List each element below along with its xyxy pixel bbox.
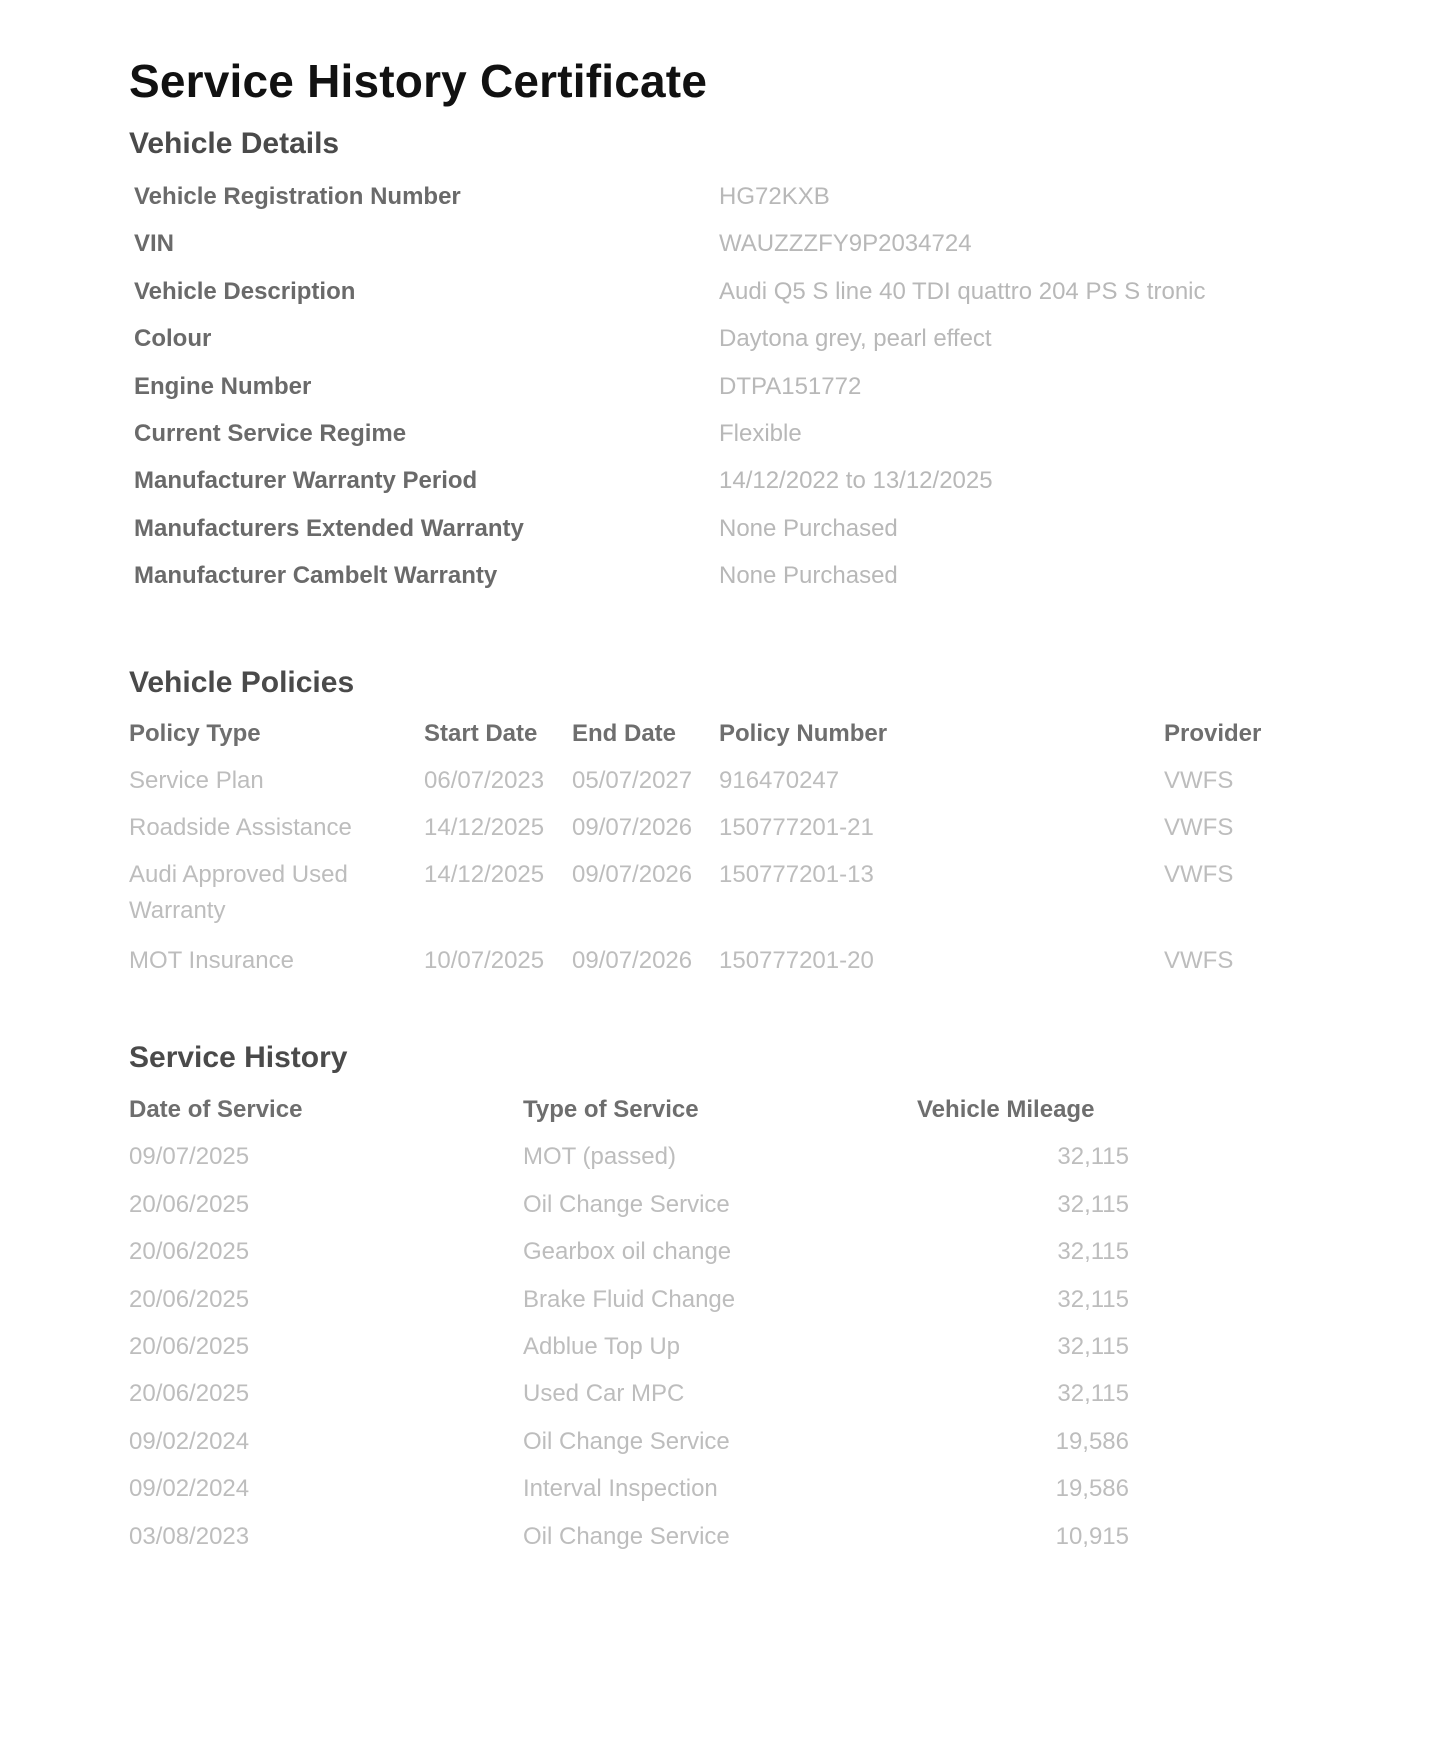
service-date-cell: 20/06/2025: [129, 1190, 250, 1218]
detail-label: Vehicle Description: [134, 277, 356, 305]
service-type-cell: Gearbox oil change: [523, 1238, 732, 1266]
service-type-cell: Oil Change Service: [523, 1522, 730, 1550]
mileage-cell: 10,915: [1055, 1522, 1129, 1550]
table-header-row: [129, 716, 1329, 763]
detail-row: [134, 467, 1334, 514]
detail-row: [134, 230, 1334, 277]
column-header-mileage: Vehicle Mileage: [917, 1096, 1095, 1123]
service-type-cell: Oil Change Service: [523, 1190, 730, 1218]
policy-type-cell: Audi Approved Used Warranty: [129, 861, 348, 924]
detail-value: Audi Q5 S line 40 TDI quattro 204 PS S tronic: [719, 277, 1206, 305]
table-row: [129, 763, 1329, 810]
page-title: Service History Certificate: [129, 55, 708, 107]
policy-number-cell: 150777201-20: [719, 947, 874, 974]
detail-label: Manufacturer Warranty Period: [134, 467, 478, 495]
detail-value: None Purchased: [719, 562, 898, 590]
mileage-cell: 19,586: [1055, 1475, 1129, 1503]
start-date-cell: 06/07/2023: [424, 767, 545, 794]
service-type-cell: Used Car MPC: [523, 1380, 685, 1408]
service-date-cell: 09/07/2025: [129, 1143, 250, 1171]
table-row: [129, 1282, 1329, 1329]
detail-label: Manufacturers Extended Warranty: [134, 514, 524, 542]
service-date-cell: 20/06/2025: [129, 1285, 250, 1313]
vehicle-details-heading: Vehicle Details: [129, 127, 340, 160]
detail-row: [134, 373, 1334, 420]
service-type-cell: Brake Fluid Change: [523, 1285, 736, 1313]
table-header-row: [129, 1092, 1329, 1139]
provider-cell: VWFS: [1164, 767, 1234, 794]
vehicle-policies-table: [129, 716, 1329, 990]
detail-row: [134, 515, 1334, 562]
service-type-cell: MOT (passed): [523, 1143, 676, 1171]
table-row: [129, 810, 1329, 857]
column-header-policy-number: Policy Number: [719, 720, 888, 747]
table-row: [129, 1376, 1329, 1423]
detail-row: [134, 183, 1334, 230]
start-date-cell: 14/12/2025: [424, 861, 545, 888]
mileage-cell: 19,586: [1055, 1427, 1129, 1455]
detail-row: [134, 562, 1334, 609]
policy-number-cell: 150777201-13: [719, 861, 874, 888]
service-date-cell: 20/06/2025: [129, 1332, 250, 1360]
detail-value: Flexible: [719, 419, 802, 447]
detail-row: [134, 278, 1334, 325]
detail-label: Current Service Regime: [134, 419, 407, 447]
detail-value: WAUZZZFY9P2034724: [719, 230, 972, 258]
column-header-start-date: Start Date: [424, 720, 538, 747]
service-type-cell: Oil Change Service: [523, 1427, 730, 1455]
detail-label: Vehicle Registration Number: [134, 183, 461, 210]
table-row: [129, 1471, 1329, 1518]
table-row: [129, 1139, 1329, 1186]
detail-label: VIN: [134, 230, 175, 258]
mileage-cell: 32,115: [1057, 1238, 1129, 1266]
table-row: [129, 1424, 1329, 1471]
service-date-cell: 09/02/2024: [129, 1427, 250, 1455]
policy-type-cell: MOT Insurance: [129, 947, 294, 974]
column-header-provider: Provider: [1164, 720, 1262, 747]
detail-value: DTPA151772: [719, 372, 862, 400]
mileage-cell: 32,115: [1057, 1190, 1129, 1218]
end-date-cell: 09/07/2026: [572, 947, 693, 974]
column-header-date: Date of Service: [129, 1096, 303, 1123]
detail-value: 14/12/2022 to 13/12/2025: [719, 467, 993, 495]
service-date-cell: 20/06/2025: [129, 1380, 250, 1408]
provider-cell: VWFS: [1164, 947, 1234, 974]
end-date-cell: 05/07/2027: [572, 767, 693, 794]
table-row: [129, 1329, 1329, 1376]
detail-label: Manufacturer Cambelt Warranty: [134, 562, 498, 590]
mileage-cell: 32,115: [1057, 1285, 1129, 1313]
mileage-cell: 32,115: [1057, 1332, 1129, 1360]
policy-number-cell: 150777201-21: [719, 814, 874, 841]
detail-value: HG72KXB: [719, 183, 830, 210]
vehicle-policies-heading: Vehicle Policies: [129, 666, 355, 699]
policy-number-cell: 916470247: [719, 767, 840, 794]
mileage-cell: 32,115: [1057, 1380, 1129, 1408]
start-date-cell: 10/07/2025: [424, 947, 545, 974]
end-date-cell: 09/07/2026: [572, 814, 693, 841]
service-date-cell: 09/02/2024: [129, 1475, 250, 1503]
service-date-cell: 20/06/2025: [129, 1238, 250, 1266]
table-row: [129, 857, 1329, 943]
detail-row: [134, 420, 1334, 467]
provider-cell: VWFS: [1164, 861, 1234, 888]
column-header-policy-type: Policy Type: [129, 720, 261, 747]
table-row: [129, 1187, 1329, 1234]
column-header-end-date: End Date: [572, 720, 677, 747]
detail-label: Colour: [134, 325, 212, 353]
service-history-table: [129, 1092, 1329, 1566]
detail-value: None Purchased: [719, 514, 898, 542]
start-date-cell: 14/12/2025: [424, 814, 545, 841]
service-type-cell: Interval Inspection: [523, 1475, 718, 1503]
vehicle-details-table: [134, 183, 1334, 610]
table-row: [129, 943, 1329, 990]
detail-row: [134, 325, 1334, 372]
policy-type-cell: Roadside Assistance: [129, 814, 352, 841]
table-row: [129, 1234, 1329, 1281]
service-date-cell: 03/08/2023: [129, 1522, 250, 1550]
service-type-cell: Adblue Top Up: [523, 1332, 681, 1360]
detail-value: Daytona grey, pearl effect: [719, 325, 992, 353]
service-history-heading: Service History: [129, 1041, 348, 1074]
column-header-type: Type of Service: [523, 1096, 699, 1123]
provider-cell: VWFS: [1164, 814, 1234, 841]
policy-type-cell: Service Plan: [129, 767, 264, 794]
table-row: [129, 1519, 1329, 1566]
mileage-cell: 32,115: [1057, 1143, 1129, 1171]
end-date-cell: 09/07/2026: [572, 861, 693, 888]
detail-label: Engine Number: [134, 372, 312, 400]
